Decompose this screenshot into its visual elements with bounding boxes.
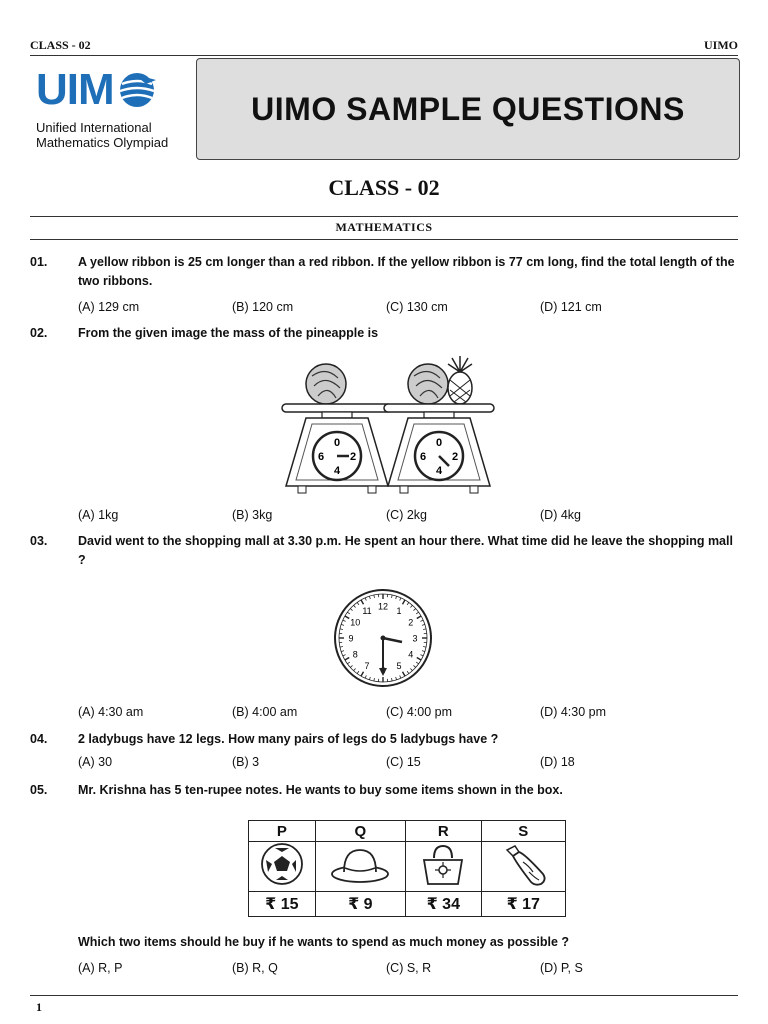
- question-number: 04.: [30, 732, 48, 746]
- scale-label-left: 6: [419, 451, 427, 463]
- weighing-scales-figure: [278, 356, 498, 498]
- class-title: CLASS - 02: [328, 175, 440, 200]
- cabbage-icon: [306, 364, 346, 404]
- subject-rule-top: [30, 216, 738, 217]
- option-d: (D) P, S: [540, 961, 583, 975]
- analog-clock: [333, 588, 433, 688]
- globe-icon: [116, 70, 158, 110]
- subject-rule-bottom: [30, 239, 738, 240]
- clock-number: 5: [396, 661, 402, 672]
- question-number: 03.: [30, 534, 48, 548]
- item-label: R: [406, 821, 482, 842]
- question-followup: Which two items should he buy if he wants to spend as much money as possible ?: [78, 935, 570, 949]
- question-number: 02.: [30, 326, 48, 340]
- option-b: (B) 3kg: [232, 508, 273, 522]
- question-text: 2 ladybugs have 12 legs. How many pairs of legs do 5 ladybugs have ?: [78, 732, 499, 746]
- option-a: (A) R, P: [78, 961, 123, 975]
- cabbage-icon: [408, 364, 448, 404]
- item-label: Q: [315, 821, 405, 842]
- hat-icon: [315, 842, 405, 892]
- title-box: [196, 58, 740, 160]
- question-text: Mr. Krishna has 5 ten-rupee notes. He wants to buy some items shown in the box.: [78, 783, 563, 797]
- bottle-icon: [481, 842, 565, 892]
- logo-line1: Unified International: [36, 120, 152, 135]
- clock-number: 4: [408, 649, 414, 660]
- clock-number: 1: [396, 605, 402, 616]
- logo-letters: UIM: [36, 65, 114, 114]
- page-number: 1: [36, 1000, 42, 1014]
- option-a: (A) 30: [78, 755, 113, 769]
- logo-line2: Mathematics Olympiad: [36, 135, 169, 150]
- option-b: (B) 3: [232, 755, 260, 769]
- options-row: [78, 508, 718, 522]
- option-a: (A) 4:30 am: [78, 705, 144, 719]
- option-c: (C) 2kg: [386, 508, 427, 522]
- question-text: From the given image the mass of the pineapple is: [78, 326, 379, 340]
- option-b: (B) 120 cm: [232, 300, 294, 314]
- option-a: (A) 129 cm: [78, 300, 140, 314]
- question-number: 05.: [30, 783, 48, 797]
- option-a: (A) 1kg: [78, 508, 119, 522]
- option-d: (D) 18: [540, 755, 575, 769]
- item-price: ₹ 15: [249, 892, 316, 917]
- options-row: [78, 961, 718, 975]
- clock-number: 7: [364, 661, 370, 672]
- scale-label-top: 0: [435, 437, 443, 449]
- option-d: (D) 4kg: [540, 508, 581, 522]
- question-text: A yellow ribbon is 25 cm longer than a red ribbon. If the yellow ribbon is 77 cm long, find the total length of the two ribbons.: [78, 255, 735, 288]
- scale-label-left: 6: [317, 451, 325, 463]
- scale-label-bottom: 4: [333, 465, 341, 477]
- scale-label-right: 2: [451, 451, 459, 463]
- clock-number: 2: [408, 617, 414, 628]
- option-c: (C) S, R: [386, 961, 432, 975]
- uimo-logo: [36, 65, 196, 158]
- option-c: (C) 15: [386, 755, 421, 769]
- clock-number: 11: [362, 605, 372, 616]
- subject-label: MATHEMATICS: [335, 220, 433, 234]
- scale-label-bottom: 4: [435, 465, 443, 477]
- header-uimo: UIMO: [704, 38, 738, 52]
- header-class: CLASS - 02: [30, 38, 91, 52]
- footer-rule: [30, 995, 738, 996]
- clock-number: 8: [352, 649, 358, 660]
- option-b: (B) R, Q: [232, 961, 278, 975]
- options-row: [78, 755, 718, 769]
- option-d: (D) 4:30 pm: [540, 705, 606, 719]
- clock-number: 10: [350, 617, 361, 628]
- clock-number: 12: [377, 601, 389, 612]
- item-price: ₹ 17: [481, 892, 565, 917]
- item-price: ₹ 34: [406, 892, 482, 917]
- scale-label-right: 2: [349, 451, 357, 463]
- scale-label-top: 0: [333, 437, 341, 449]
- scale-left: [282, 364, 392, 493]
- item-price: ₹ 9: [315, 892, 405, 917]
- item-label: P: [249, 821, 316, 842]
- page-title: UIMO SAMPLE QUESTIONS: [251, 90, 685, 127]
- option-d: (D) 121 cm: [540, 300, 602, 314]
- option-c: (C) 130 cm: [386, 300, 448, 314]
- question-text: David went to the shopping mall at 3.30 p.m. He spent an hour there. What time did he leave the shopping mall ?: [78, 534, 733, 567]
- option-b: (B) 4:00 am: [232, 705, 298, 719]
- option-c: (C) 4:00 pm: [386, 705, 452, 719]
- handbag-icon: [406, 842, 482, 892]
- item-label: S: [481, 821, 565, 842]
- scale-right: [384, 356, 494, 493]
- items-table: [248, 820, 566, 917]
- options-row: [78, 300, 718, 314]
- football-icon: [249, 842, 316, 892]
- clock-number: 3: [412, 633, 418, 644]
- question-number: 01.: [30, 255, 48, 269]
- header-rule: [30, 55, 738, 56]
- options-row: [78, 705, 718, 719]
- clock-number: 9: [348, 633, 354, 644]
